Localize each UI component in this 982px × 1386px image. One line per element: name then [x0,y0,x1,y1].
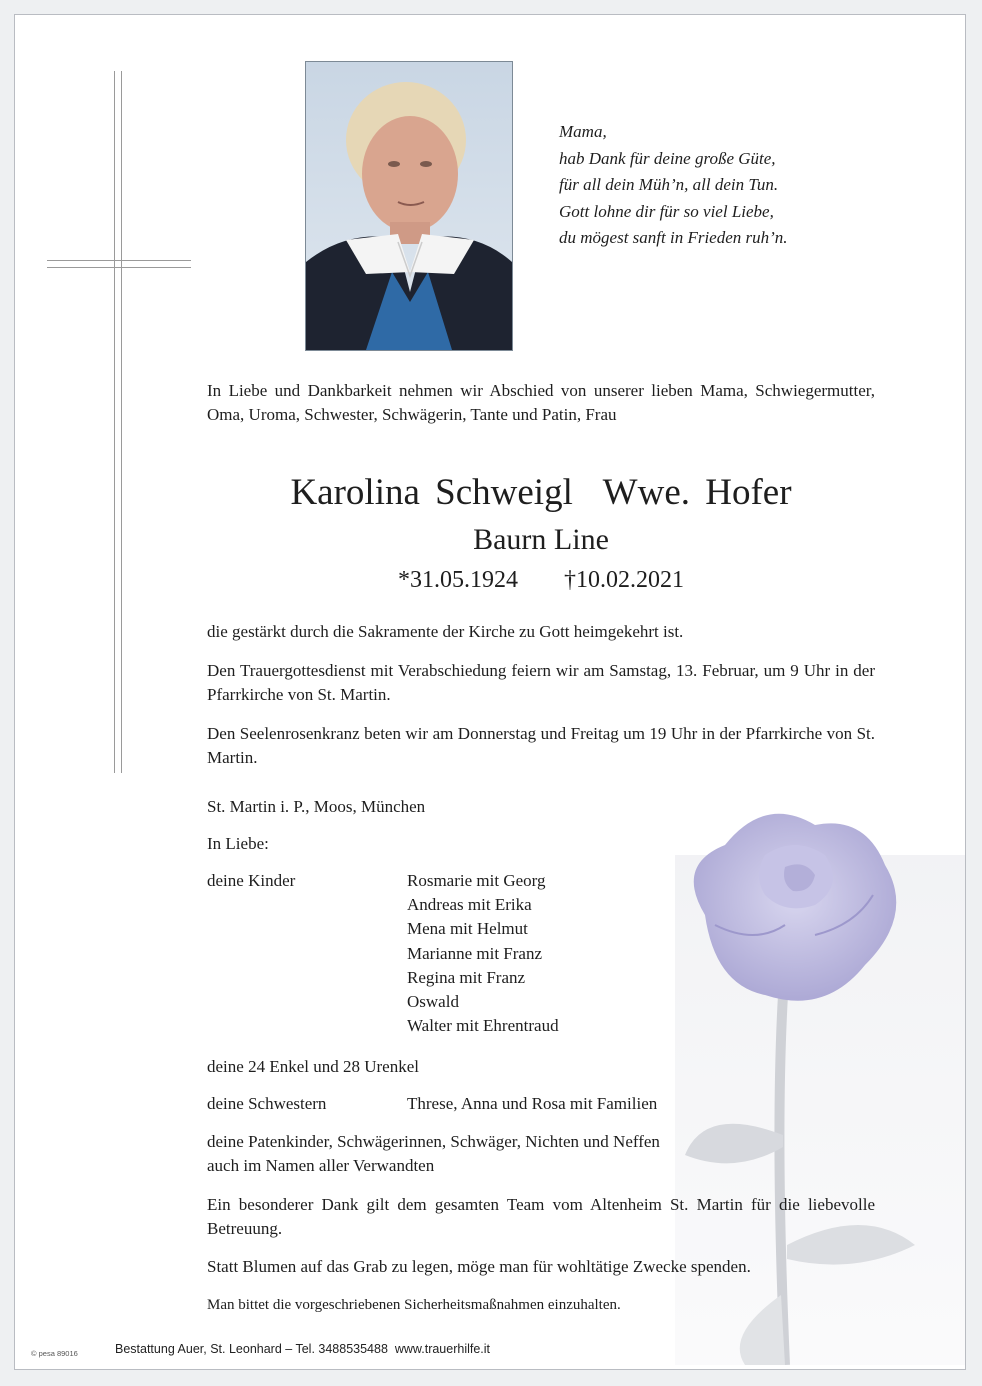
print-mark: © pesa 89016 [31,1349,78,1358]
children-list [407,869,559,1038]
footer-text: Bestattung Auer, St. Leonhard – Tel. 3488535488 www.trauerhilfe.it [115,1342,491,1356]
poem-line: Mama, [559,122,607,141]
sisters-label: deine Schwestern [207,1094,327,1113]
thanks-text: Ein besonderer Dank gilt dem gesamten Team vom Altenheim St. Martin für die liebevolle Betreuung. [207,1195,875,1238]
funeral-text: Den Trauergottesdienst mit Verabschiedung feiern wir am Samstag, 13. Februar, um 9 Uhr in der Pfarrkirche von St. Martin. [207,661,875,704]
list-item: Andreas mit Erika [407,895,532,915]
list-item: Mena mit Helmut [407,919,528,939]
poem-line: hab Dank für deine große Güte, [559,148,776,168]
sisters-text: Threse, Anna und Rosa mit Familien [407,1094,658,1113]
list-item: Oswald [407,992,459,1012]
deceased-nickname: Baurn Line [473,523,609,556]
children-label: deine Kinder [207,871,296,890]
places-text: St. Martin i. P., Moos, München [207,797,426,816]
death-date: †10.02.2021 [564,567,684,593]
birth-date: *31.05.1924 [398,567,518,593]
list-item: Marianne mit Franz [407,943,543,963]
flowers-text: Statt Blumen auf das Grab zu legen, möge man für wohltätige Zwecke spenden. [207,1257,751,1276]
poem [559,119,939,252]
list-item: Walter mit Ehrentraud [407,1016,559,1036]
sacrament-text: die gestärkt durch die Sakramente der Kirche zu Gott heimgekehrt ist. [207,622,684,641]
list-item: Regina mit Franz [407,967,526,987]
godchildren-text: deine Patenkinder, Schwägerinnen, Schwäger, Nichten und Neffen [207,1132,660,1151]
grandchildren-text: deine 24 Enkel und 28 Urenkel [207,1057,419,1076]
safety-text: Man bittet die vorgeschriebenen Sicherheitsmaßnahmen einzuhalten. [207,1297,621,1313]
intro-text: In Liebe und Dankbarkeit nehmen wir Abschied von unserer lieben Mama, Schwiegermutter, Oma, Uroma, Schwester, Schwägerin, Tante und Patin, Frau [207,381,875,424]
life-dates [207,565,875,595]
list-item: Rosmarie mit Georg [407,871,546,890]
poem-line: für all dein Müh’n, all dein Tun. [559,175,779,194]
poem-line: du mögest sanft in Frieden ruh’n. [559,228,788,247]
deceased-name: Karolina Schweigl Wwe. Hofer [290,472,792,513]
poem-line: Gott lohne dir für so viel Liebe, [559,201,774,221]
rosary-text: Den Seelenrosenkranz beten wir am Donnerstag und Freitag um 19 Uhr in der Pfarrkirche von St. Martin. [207,724,875,767]
relatives-text: auch im Namen aller Verwandten [207,1156,435,1175]
obituary-sheet [14,14,966,1370]
portrait-photo [305,61,513,351]
in-love-text: In Liebe: [207,834,269,853]
